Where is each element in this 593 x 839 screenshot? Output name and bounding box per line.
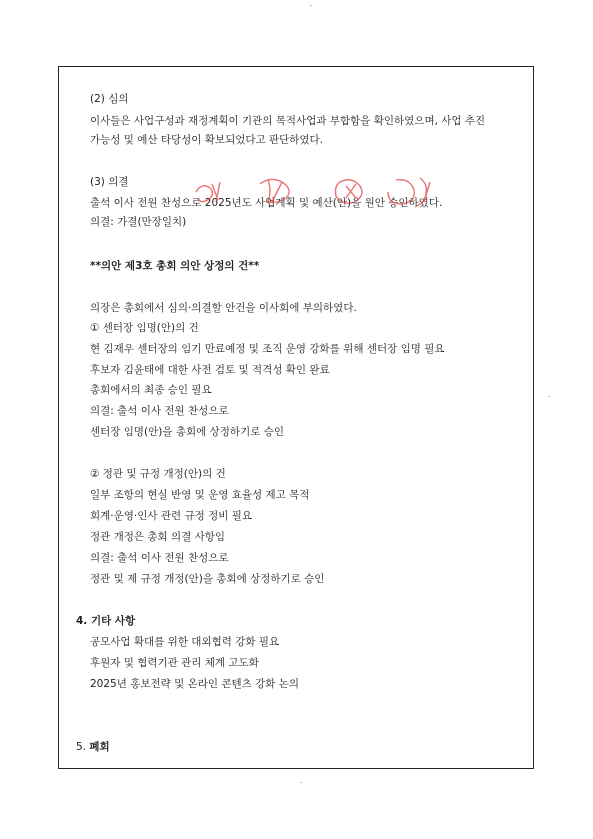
scan-speck bbox=[310, 5, 312, 6]
resolution-line-1: 출석 이사 전원 찬성으로 2025년도 사업계획 및 예산(안)을 원안 승인하였다. bbox=[90, 197, 443, 209]
agenda3-item1-line: 의결: 출석 이사 전원 찬성으로 bbox=[90, 405, 229, 417]
agenda3-item1-line: 센터장 임명(안)을 총회에 상정하기로 승인 bbox=[90, 426, 284, 438]
resolution-heading: (3) 의결 bbox=[90, 176, 129, 188]
agenda3-item1-line: 현 김재우 센터장의 임기 만료예정 및 조직 운영 강화를 위해 센터장 임명 필요 bbox=[90, 343, 445, 355]
agenda3-title: **의안 제3호 총회 의안 상정의 건** bbox=[90, 260, 260, 272]
agenda3-item1-line: 후보자 김윤태에 대한 사전 검토 및 적격성 확인 완료 bbox=[90, 364, 330, 376]
section5-label: 폐회 bbox=[89, 741, 110, 753]
section5-title bbox=[76, 740, 110, 754]
agenda3-item2-line: 회계·운영·인사 관련 규정 정비 필요 bbox=[90, 510, 253, 522]
agenda3-item2-line: 의결: 출석 이사 전원 찬성으로 bbox=[90, 552, 229, 564]
section5-title-text bbox=[76, 741, 110, 753]
section4-line: 2025년 홍보전략 및 온라인 콘텐츠 강화 논의 bbox=[90, 678, 300, 690]
agenda3-item2-line: 정관 및 제 규정 개정(안)을 총회에 상정하기로 승인 bbox=[90, 573, 325, 585]
agenda3-item2-heading: ② 정관 및 규정 개정(안)의 건 bbox=[90, 468, 226, 480]
agenda3-intro: 의장은 총회에서 심의·의결할 안건을 이사회에 부의하였다. bbox=[90, 302, 357, 314]
deliberation-line-1: 이사들은 사업구성과 재정계획이 기관의 목적사업과 부합함을 확인하였으며, 사업 추진 bbox=[90, 115, 486, 127]
deliberation-line-2: 가능성 및 예산 타당성이 확보되었다고 판단하였다. bbox=[90, 134, 324, 146]
section4-line: 공모사업 확대를 위한 대외협력 강화 필요 bbox=[90, 636, 280, 648]
scan-speck bbox=[300, 782, 302, 783]
resolution-line-2: 의결: 가결(만장일치) bbox=[90, 216, 187, 228]
agenda3-item2-line: 정관 개정은 총회 의결 사항임 bbox=[90, 531, 226, 543]
agenda3-item1-line: 총회에서의 최종 승인 필요 bbox=[90, 384, 212, 396]
agenda3-item1-heading: ① 센터장 임명(안)의 건 bbox=[90, 322, 199, 334]
deliberation-heading: (2) 심의 bbox=[90, 93, 129, 105]
section4-title: 4. 기타 사항 bbox=[76, 615, 136, 627]
agenda3-item2-line: 일부 조항의 현실 반영 및 운영 효율성 제고 목적 bbox=[90, 489, 310, 501]
section4-line: 후원자 및 협력기관 관리 체계 고도화 bbox=[90, 657, 259, 669]
section5-number: 5. bbox=[76, 741, 90, 753]
scan-speck bbox=[548, 396, 550, 397]
